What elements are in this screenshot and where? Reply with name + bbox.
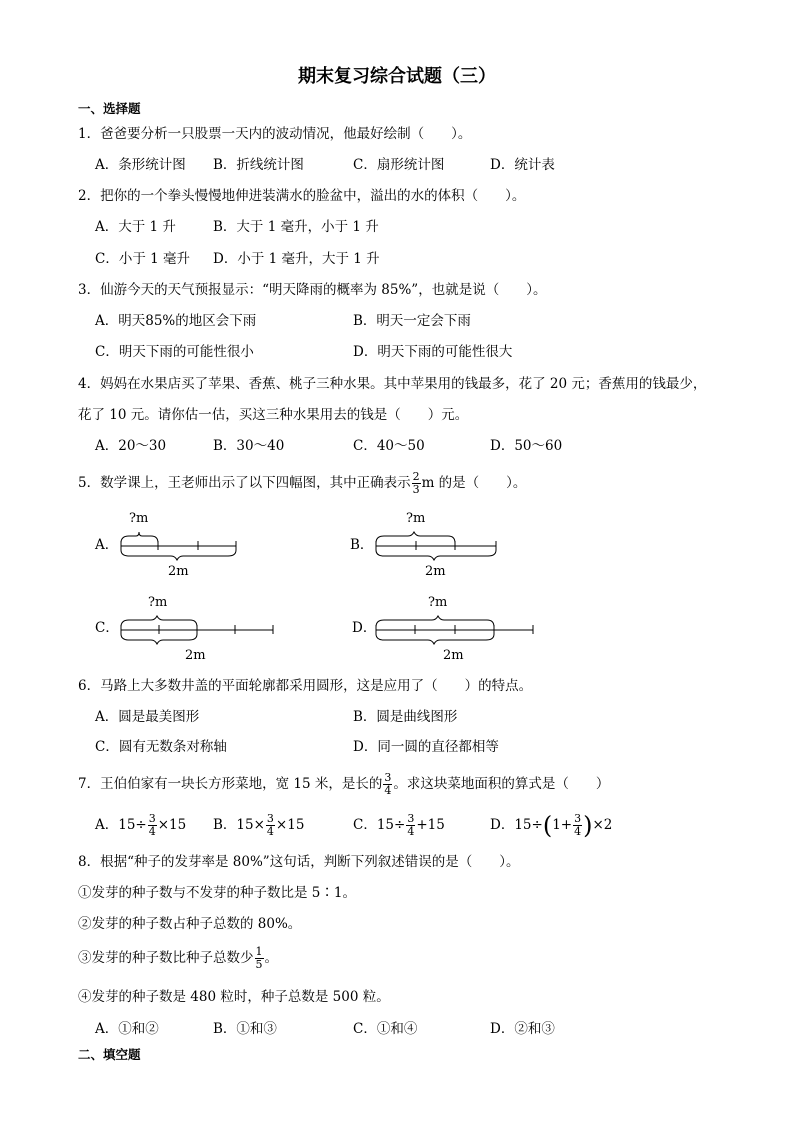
q8-statement-3-denominator: 5 [255, 958, 263, 971]
q1-option-b[interactable]: B．折线统计图 [213, 157, 304, 173]
q8-statement-2: ②发芽的种子数占种子总数的 80%。 [78, 916, 302, 932]
q8-statement-4: ④发芽的种子数是 480 粒时，种子总数是 500 粒。 [78, 989, 390, 1005]
q8-option-c[interactable]: C．①和④ [353, 1021, 418, 1037]
question-2: 2．把你的一个拳头慢慢地伸进装满水的脸盆中，溢出的水的体积（ ）。 [78, 188, 526, 204]
q5-option-d-letter[interactable]: D． [352, 620, 377, 636]
q5-option-b-letter[interactable]: B． [350, 537, 374, 553]
q7-option-d[interactable] [490, 811, 612, 839]
q5-diagram-a-bottom-brace [121, 550, 236, 560]
q8-statement-1: ①发芽的种子数与不发芽的种子数比是 5∶1。 [78, 885, 356, 901]
q7-option-d-numerator: 3 [574, 812, 582, 826]
q2-option-d[interactable]: D．小于 1 毫升，大于 1 升 [213, 251, 380, 267]
q8-option-a[interactable]: A．①和② [95, 1021, 159, 1037]
question-4-line-2: 花了 10 元。请你估一估，买这三种水果用去的钱是（ ）元。 [78, 407, 469, 423]
q5-diagram-a-bottom-label: 2m [168, 564, 189, 579]
q7-option-c-fraction [406, 813, 415, 837]
page-title: 期末复习综合试题（三） [298, 66, 496, 87]
q7-option-d-pre: 15÷ [514, 817, 543, 833]
q8-option-d[interactable]: D．②和③ [490, 1021, 555, 1037]
q5-diagram-b-top-label: ?m [406, 511, 426, 526]
q5-diagram-c-bottom-label: 2m [185, 648, 206, 663]
q8-statement-3-numerator: 1 [255, 945, 263, 959]
question-8: 8．根据“种子的发芽率是 80%”这句话，判断下列叙述错误的是（ ）。 [78, 854, 520, 870]
question-1: 1．爸爸要分析一只股票一天内的波动情况，他最好绘制（ ）。 [78, 126, 472, 142]
q2-option-c[interactable]: C．小于 1 毫升 [95, 251, 191, 267]
q5-option-c-letter[interactable]: C． [95, 620, 119, 636]
q6-option-d[interactable]: D．同一圆的直径都相等 [353, 739, 499, 755]
q5-diagram-d[interactable] [370, 592, 540, 664]
q5-diagram-c-bottom-brace [121, 634, 197, 644]
q7-option-a-numerator: 3 [148, 812, 156, 826]
q7-option-a[interactable] [95, 811, 186, 839]
q2-option-b[interactable]: B．大于 1 毫升，小于 1 升 [213, 219, 379, 235]
q4-option-c[interactable]: C．40～50 [353, 438, 425, 454]
q7-option-a-denominator: 4 [148, 825, 156, 838]
question-6: 6．马路上大多数井盖的平面轮廓都采用圆形，这是应用了（ ）的特点。 [78, 678, 533, 694]
q5-diagram-a[interactable] [115, 508, 245, 580]
q5-fraction-denominator: 3 [412, 483, 420, 496]
q7-option-d-left-paren: ( [542, 811, 553, 840]
q7-text-after: 。求这块菜地面积的算式是（ ） [393, 776, 610, 792]
q5-diagram-c-top-label: ?m [148, 595, 168, 610]
q6-option-c[interactable]: C．圆有无数条对称轴 [95, 739, 227, 755]
q5-diagram-b[interactable] [370, 508, 505, 580]
q7-option-c[interactable] [353, 811, 445, 839]
q1-option-c[interactable]: C．扇形统计图 [353, 157, 445, 173]
q7-option-c-post: +15 [416, 817, 445, 833]
q5-diagram-a-top-brace [121, 532, 158, 543]
question-7 [78, 771, 609, 797]
q7-fraction-numerator: 3 [384, 771, 392, 785]
q7-option-c-letter: C． [353, 817, 377, 833]
q7-fraction [383, 772, 392, 796]
q5-diagram-d-bottom-label: 2m [443, 648, 464, 663]
q4-option-a[interactable]: A．20～30 [95, 438, 167, 454]
q7-option-d-fraction [573, 813, 582, 837]
q7-option-d-denominator: 4 [574, 825, 582, 838]
question-4-line-1: 4．妈妈在水果店买了苹果、香蕉、桃子三种水果。其中苹果用的钱最多，花了 20 元；香蕉用的钱最少， [78, 376, 707, 392]
q4-option-b[interactable]: B．30～40 [213, 438, 285, 454]
q5-diagram-b-bottom-brace [376, 550, 496, 560]
q1-option-d[interactable]: D．统计表 [490, 157, 555, 173]
question-3: 3．仙游今天的天气预报显示：“明天降雨的概率为 85%”，也就是说（ ）。 [78, 282, 547, 298]
q3-option-b[interactable]: B．明天一定会下雨 [353, 313, 471, 329]
q7-option-a-fraction [148, 813, 157, 837]
q7-option-d-post: ×2 [592, 817, 613, 833]
q7-option-b-fraction [266, 813, 275, 837]
q7-fraction-denominator: 4 [384, 784, 392, 797]
q7-option-d-inner: 1+ [552, 817, 573, 833]
q4-option-d[interactable]: D．50～60 [490, 438, 563, 454]
q5-diagram-a-top-label: ?m [129, 511, 149, 526]
q7-option-c-pre: 15÷ [376, 817, 406, 833]
q1-option-a[interactable]: A．条形统计图 [95, 157, 186, 173]
q5-diagram-d-top-label: ?m [428, 595, 448, 610]
q8-statement-3 [78, 945, 278, 971]
question-5 [78, 470, 526, 496]
q5-option-a-letter[interactable]: A． [95, 537, 119, 553]
q7-option-d-letter: D． [490, 817, 515, 833]
q8-statement-3-before: ③发芽的种子数比种子总数少 [78, 950, 254, 966]
q5-text-after: m 的是（ ）。 [421, 475, 527, 491]
q5-diagram-d-bottom-brace [376, 634, 494, 644]
q5-diagram-d-top-brace [376, 616, 494, 627]
q3-option-c[interactable]: C．明天下雨的可能性很小 [95, 344, 254, 360]
q3-option-d[interactable]: D．明天下雨的可能性很大 [353, 344, 513, 360]
q7-option-c-numerator: 3 [407, 812, 415, 826]
q7-option-d-right-paren: ) [583, 811, 593, 840]
q6-option-a[interactable]: A．圆是最美图形 [95, 709, 200, 725]
q7-option-b-pre: 15× [236, 817, 265, 833]
q8-statement-3-fraction [255, 946, 264, 970]
q5-text-before: 5．数学课上，王老师出示了以下四幅图，其中正确表示 [78, 475, 411, 491]
q7-option-b[interactable] [213, 811, 304, 839]
q8-option-b[interactable]: B．①和③ [213, 1021, 277, 1037]
section-heading-fill-in: 二、填空题 [78, 1047, 141, 1062]
q3-option-a[interactable]: A．明天85%的地区会下雨 [95, 313, 257, 329]
q7-option-b-numerator: 3 [266, 812, 274, 826]
q7-option-a-post: ×15 [157, 817, 187, 833]
q7-text-before: 7．王伯伯家有一块长方形菜地，宽 15 米，是长的 [78, 776, 383, 792]
q5-diagram-b-bottom-label: 2m [425, 564, 446, 579]
q5-diagram-c[interactable] [115, 592, 285, 664]
q7-option-b-denominator: 4 [266, 825, 274, 838]
q5-fraction [412, 471, 421, 495]
q7-option-c-denominator: 4 [407, 825, 415, 838]
q8-statement-3-after: 。 [264, 950, 278, 966]
q7-option-a-pre: 15÷ [118, 817, 147, 833]
section-heading-choice: 一、选择题 [78, 101, 141, 116]
q7-option-b-letter: B． [213, 817, 237, 833]
q5-fraction-numerator: 2 [412, 470, 420, 484]
q7-option-a-letter: A． [95, 817, 119, 833]
q7-option-b-post: ×15 [275, 817, 305, 833]
q6-option-b[interactable]: B．圆是曲线图形 [353, 709, 458, 725]
q2-option-a[interactable]: A．大于 1 升 [95, 219, 176, 235]
